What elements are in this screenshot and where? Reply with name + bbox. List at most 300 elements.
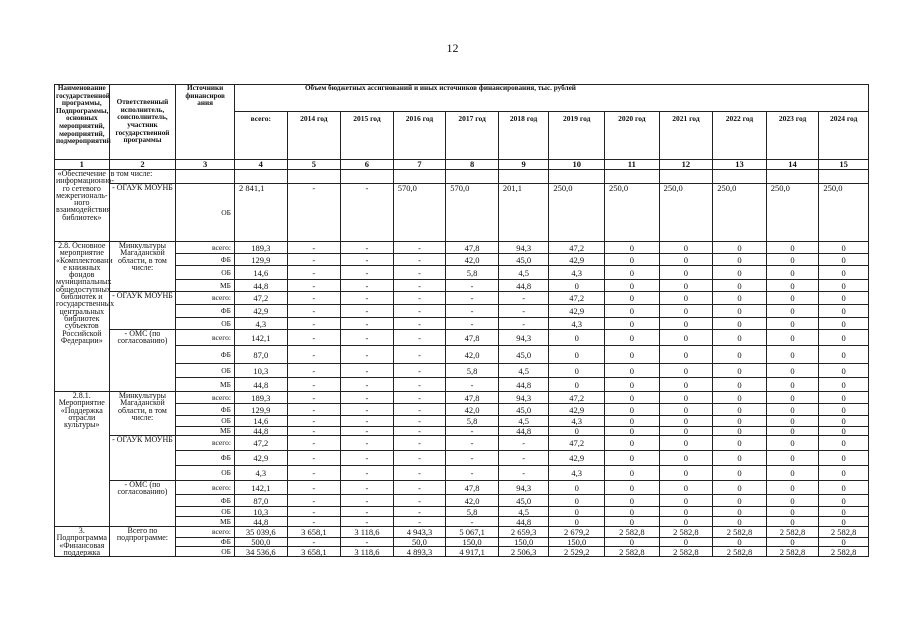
budget-value: -	[446, 466, 499, 481]
funding-source: ОБ	[176, 507, 235, 517]
budget-value: -	[393, 392, 446, 404]
table-row	[55, 280, 869, 292]
budget-value: 5 067,1	[446, 527, 499, 538]
budget-value: 0	[819, 292, 869, 305]
budget-value: 0	[713, 305, 767, 318]
budget-value: 10,3	[234, 507, 287, 517]
budget-value: 0	[766, 254, 819, 266]
budget-value: 0	[605, 451, 660, 466]
budget-value: 0	[659, 537, 713, 547]
budget-value: -	[287, 184, 341, 242]
column-number: 3	[176, 160, 235, 170]
budget-value: 250,0	[659, 184, 713, 242]
budget-value: -	[341, 318, 394, 330]
budget-value: 142,1	[234, 330, 287, 346]
table-row	[55, 547, 869, 557]
budget-value: -	[287, 392, 341, 404]
budget-table	[54, 84, 869, 557]
responsible-executor: - ОГАУК МОУНБ	[109, 292, 176, 330]
budget-value: 0	[713, 242, 767, 254]
budget-value: 0	[713, 266, 767, 280]
budget-value: -	[287, 507, 341, 517]
budget-value: -	[393, 280, 446, 292]
table-row	[55, 495, 869, 507]
budget-value: -	[341, 292, 394, 305]
budget-value: -	[287, 305, 341, 318]
budget-value: 44,8	[498, 280, 549, 292]
budget-value: -	[393, 404, 446, 416]
responsible-executor: - ОМС (по согласованию)	[109, 481, 176, 527]
funding-source: всего:	[176, 242, 235, 254]
budget-value: 0	[766, 292, 819, 305]
table-row	[55, 404, 869, 416]
budget-value: 201,1	[498, 184, 549, 242]
budget-value: 0	[605, 517, 660, 527]
budget-value: 0	[605, 378, 660, 392]
budget-value: 0	[713, 436, 767, 451]
budget-value: -	[393, 427, 446, 436]
budget-value: 0	[605, 292, 660, 305]
budget-value: 42,0	[446, 495, 499, 507]
budget-value: 2 506,3	[498, 547, 549, 557]
budget-value: -	[393, 254, 446, 266]
budget-value: -	[393, 242, 446, 254]
budget-value: 44,8	[498, 427, 549, 436]
budget-value: -	[341, 537, 394, 547]
budget-value: 0	[605, 507, 660, 517]
budget-value: 4,3	[549, 466, 605, 481]
budget-value: 0	[713, 427, 767, 436]
budget-value: 0	[766, 427, 819, 436]
budget-value: -	[287, 378, 341, 392]
budget-value: 250,0	[549, 184, 605, 242]
budget-value: -	[393, 318, 446, 330]
budget-value: 50,0	[393, 537, 446, 547]
budget-value: 570,0	[393, 184, 446, 242]
budget-value: 0	[605, 436, 660, 451]
budget-value: -	[287, 330, 341, 346]
table-row	[55, 184, 869, 242]
budget-value: 0	[605, 330, 660, 346]
budget-value: 0	[713, 466, 767, 481]
budget-value: 0	[766, 517, 819, 527]
program-name: 2.8. Основное мероприятие «Комплектовани е книжных фондов муниципальных общедоступных библиотек и государственных центральных библиотек субъектов Российской Федерации»	[55, 242, 110, 392]
budget-value: 0	[659, 416, 713, 427]
budget-value: 0	[549, 481, 605, 495]
budget-value: 0	[713, 292, 767, 305]
budget-value: 0	[659, 427, 713, 436]
budget-value: 44,8	[234, 427, 287, 436]
budget-value: 0	[659, 242, 713, 254]
budget-value: 0	[659, 280, 713, 292]
budget-value: -	[393, 330, 446, 346]
budget-value: 4,5	[498, 507, 549, 517]
budget-value: 0	[713, 280, 767, 292]
header-year: 2021 год	[659, 112, 713, 160]
funding-source: всего:	[176, 292, 235, 305]
budget-value: 2 529,2	[549, 547, 605, 557]
budget-value: -	[446, 436, 499, 451]
budget-value: 4,5	[498, 416, 549, 427]
budget-value: 0	[659, 481, 713, 495]
budget-value: 0	[819, 416, 869, 427]
budget-value: 0	[819, 242, 869, 254]
header-year: 2020 год	[605, 112, 660, 160]
budget-value: 0	[819, 280, 869, 292]
budget-value: 0	[549, 364, 605, 378]
funding-source: ОБ	[176, 184, 235, 242]
budget-value: 0	[605, 305, 660, 318]
budget-value: -	[287, 318, 341, 330]
budget-value: 2 582,8	[659, 547, 713, 557]
budget-value: -	[341, 436, 394, 451]
budget-value: 4,3	[234, 466, 287, 481]
budget-value: 0	[713, 378, 767, 392]
budget-value: 0	[605, 481, 660, 495]
budget-value: -	[287, 481, 341, 495]
budget-value: 45,0	[498, 495, 549, 507]
budget-value: 4 917,1	[446, 547, 499, 557]
budget-value: 47,8	[446, 330, 499, 346]
column-number: 14	[766, 160, 819, 170]
budget-value: 42,0	[446, 346, 499, 364]
table-row	[55, 318, 869, 330]
budget-value: -	[341, 242, 394, 254]
table-row	[55, 266, 869, 280]
responsible-executor: Минкультуры Магаданской области, в том числе:	[109, 242, 176, 292]
budget-value: 0	[766, 330, 819, 346]
empty-cell	[176, 170, 235, 184]
budget-value: -	[393, 495, 446, 507]
budget-value: 45,0	[498, 404, 549, 416]
budget-value: 0	[605, 266, 660, 280]
budget-value: 47,2	[549, 242, 605, 254]
budget-value: 0	[766, 318, 819, 330]
budget-value: -	[341, 378, 394, 392]
budget-value: 47,2	[234, 436, 287, 451]
funding-source: всего:	[176, 481, 235, 495]
budget-value: -	[287, 364, 341, 378]
budget-value: -	[341, 254, 394, 266]
budget-value: 2 659,3	[498, 527, 549, 538]
budget-value: -	[287, 466, 341, 481]
budget-value: 0	[819, 318, 869, 330]
column-number: 5	[287, 160, 341, 170]
budget-value: 0	[549, 427, 605, 436]
header-year: 2018 год	[498, 112, 549, 160]
table-row	[55, 427, 869, 436]
header-year: 2017 год	[446, 112, 499, 160]
empty-cell	[446, 170, 499, 184]
table-row	[55, 330, 869, 346]
program-name: 2.8.1. Мероприятие «Поддержка отрасли культуры»	[55, 392, 110, 527]
budget-value: 3 658,1	[287, 547, 341, 557]
budget-value: -	[287, 346, 341, 364]
budget-value: 189,3	[234, 392, 287, 404]
budget-value: -	[498, 466, 549, 481]
budget-value: 5,8	[446, 416, 499, 427]
budget-value: 0	[766, 364, 819, 378]
funding-source: всего:	[176, 436, 235, 451]
budget-value: 0	[819, 254, 869, 266]
budget-value: 0	[605, 254, 660, 266]
budget-value: 42,9	[549, 451, 605, 466]
funding-source: ОБ	[176, 266, 235, 280]
budget-value: -	[393, 507, 446, 517]
budget-value: 0	[659, 254, 713, 266]
budget-value: 47,2	[549, 436, 605, 451]
header-responsible: Ответственный исполнитель, соисполнитель, участник государственной программы	[109, 85, 176, 160]
column-number: 1	[55, 160, 110, 170]
empty-cell	[713, 170, 767, 184]
table-row	[55, 346, 869, 364]
budget-value: 94,3	[498, 481, 549, 495]
column-number: 2	[109, 160, 176, 170]
budget-value: -	[498, 436, 549, 451]
budget-value: 0	[766, 495, 819, 507]
budget-value: 189,3	[234, 242, 287, 254]
budget-value: 0	[819, 427, 869, 436]
budget-value: 0	[605, 280, 660, 292]
funding-source: МБ	[176, 378, 235, 392]
budget-value: 0	[713, 392, 767, 404]
table-row	[55, 507, 869, 517]
responsible-executor: - ОГАУК МОУНБ	[109, 436, 176, 481]
budget-value: 10,3	[234, 364, 287, 378]
budget-value: 250,0	[819, 184, 869, 242]
budget-value: 47,2	[549, 392, 605, 404]
program-name: «Обеспечение информационного сетевого межрегионального взаимодействия библиотек»	[55, 170, 110, 242]
budget-value: 0	[659, 451, 713, 466]
budget-value: 0	[766, 242, 819, 254]
budget-value: 87,0	[234, 346, 287, 364]
budget-value: 35 039,6	[234, 527, 287, 538]
table-row	[55, 527, 869, 538]
budget-value: 500,0	[234, 537, 287, 547]
funding-source: ФБ	[176, 537, 235, 547]
budget-value: -	[393, 305, 446, 318]
budget-value: 3 118,6	[341, 547, 394, 557]
funding-source: ФБ	[176, 346, 235, 364]
funding-source: ОБ	[176, 466, 235, 481]
budget-value: 4,3	[234, 318, 287, 330]
budget-value: 42,0	[446, 254, 499, 266]
budget-value: 0	[659, 517, 713, 527]
empty-cell	[549, 170, 605, 184]
funding-source: всего:	[176, 527, 235, 538]
budget-value: -	[287, 280, 341, 292]
budget-value: 0	[819, 517, 869, 527]
budget-value: 0	[659, 404, 713, 416]
budget-value: -	[498, 292, 549, 305]
budget-value: 0	[819, 481, 869, 495]
funding-source: ФБ	[176, 495, 235, 507]
budget-value: 44,8	[234, 378, 287, 392]
budget-value: 47,2	[234, 292, 287, 305]
empty-cell	[498, 170, 549, 184]
empty-cell	[393, 170, 446, 184]
budget-value: 0	[819, 451, 869, 466]
budget-value: 0	[713, 537, 767, 547]
header-year: 2014 год	[287, 112, 341, 160]
budget-value: 2 582,8	[713, 547, 767, 557]
budget-value: 0	[766, 416, 819, 427]
table-row	[55, 378, 869, 392]
budget-value: 0	[713, 364, 767, 378]
budget-value: 0	[766, 404, 819, 416]
budget-value: -	[341, 364, 394, 378]
budget-value: 0	[659, 495, 713, 507]
header-year: 2024 год	[819, 112, 869, 160]
budget-value: -	[446, 292, 499, 305]
funding-source: МБ	[176, 517, 235, 527]
funding-source: всего:	[176, 330, 235, 346]
budget-value: 47,8	[446, 481, 499, 495]
budget-value: 0	[659, 266, 713, 280]
budget-value: 94,3	[498, 242, 549, 254]
budget-value: -	[393, 481, 446, 495]
budget-value: 4,5	[498, 266, 549, 280]
budget-value: 150,0	[446, 537, 499, 547]
budget-value: 42,9	[234, 305, 287, 318]
header-year: 2019 год	[549, 112, 605, 160]
budget-value: -	[393, 292, 446, 305]
budget-value: -	[393, 416, 446, 427]
budget-value: 0	[659, 292, 713, 305]
budget-value: 14,6	[234, 416, 287, 427]
empty-cell	[819, 170, 869, 184]
budget-value: 2 582,8	[605, 527, 660, 538]
empty-cell	[341, 170, 394, 184]
budget-value: 47,8	[446, 392, 499, 404]
table-row	[55, 466, 869, 481]
budget-value: 3 118,6	[341, 527, 394, 538]
header-year: всего:	[234, 112, 287, 160]
budget-value: -	[287, 404, 341, 416]
budget-value: 0	[549, 517, 605, 527]
column-number: 12	[659, 160, 713, 170]
empty-cell	[287, 170, 341, 184]
budget-value: 0	[549, 280, 605, 292]
table-row	[55, 392, 869, 404]
budget-value: 0	[819, 404, 869, 416]
budget-value: 34 536,6	[234, 547, 287, 557]
budget-value: 4 893,3	[393, 547, 446, 557]
budget-value: 42,0	[446, 404, 499, 416]
budget-value: 0	[819, 392, 869, 404]
table-row	[55, 517, 869, 527]
budget-value: -	[498, 318, 549, 330]
budget-value: 250,0	[605, 184, 660, 242]
budget-value: -	[287, 427, 341, 436]
budget-value: -	[341, 495, 394, 507]
budget-value: -	[446, 451, 499, 466]
budget-value: 42,9	[549, 404, 605, 416]
budget-value: -	[341, 451, 394, 466]
budget-value: 250,0	[713, 184, 767, 242]
budget-value: 0	[605, 416, 660, 427]
budget-value: 2 582,8	[766, 547, 819, 557]
budget-value: -	[287, 242, 341, 254]
budget-value: 0	[605, 466, 660, 481]
budget-value: -	[287, 292, 341, 305]
budget-value: 4,3	[549, 416, 605, 427]
budget-value: 0	[819, 346, 869, 364]
budget-value: 45,0	[498, 346, 549, 364]
budget-value: 0	[766, 266, 819, 280]
table-row	[55, 481, 869, 495]
budget-value: 0	[605, 364, 660, 378]
table-row	[55, 537, 869, 547]
budget-value: 0	[659, 364, 713, 378]
budget-value: 0	[659, 330, 713, 346]
budget-value: -	[341, 466, 394, 481]
budget-value: 129,9	[234, 404, 287, 416]
budget-value: 45,0	[498, 254, 549, 266]
budget-value: 0	[713, 318, 767, 330]
column-number: 7	[393, 160, 446, 170]
budget-value: -	[341, 481, 394, 495]
budget-value: 2 582,8	[713, 527, 767, 538]
budget-value: 2 679,2	[549, 527, 605, 538]
budget-value: -	[446, 305, 499, 318]
budget-value: 44,8	[234, 517, 287, 527]
budget-value: -	[287, 254, 341, 266]
header-year: 2015 год	[341, 112, 394, 160]
budget-value: 4,3	[549, 318, 605, 330]
column-number: 10	[549, 160, 605, 170]
header-volume: Объем бюджетных ассигнований и иных источников финансирования, тыс. рублей	[234, 85, 868, 112]
budget-value: -	[446, 318, 499, 330]
budget-value: 0	[605, 495, 660, 507]
budget-value: -	[393, 466, 446, 481]
budget-value: 0	[819, 330, 869, 346]
table-row	[55, 305, 869, 318]
budget-value: 0	[549, 507, 605, 517]
empty-cell	[605, 170, 660, 184]
budget-value: 2 582,8	[659, 527, 713, 538]
column-number: 15	[819, 160, 869, 170]
table-row	[55, 242, 869, 254]
budget-value: 0	[659, 318, 713, 330]
budget-value: 0	[819, 436, 869, 451]
funding-source: ФБ	[176, 305, 235, 318]
budget-value: -	[287, 537, 341, 547]
budget-value: 2 582,8	[766, 527, 819, 538]
budget-value: 2 841,1	[234, 184, 287, 242]
page-number: 12	[446, 41, 459, 55]
budget-value: -	[393, 517, 446, 527]
budget-value: -	[341, 392, 394, 404]
budget-value: -	[446, 427, 499, 436]
budget-value: -	[287, 436, 341, 451]
budget-value: 0	[819, 466, 869, 481]
budget-value: 0	[713, 451, 767, 466]
budget-value: 0	[659, 305, 713, 318]
table-row	[55, 416, 869, 427]
budget-value: 4 943,3	[393, 527, 446, 538]
budget-value: -	[341, 280, 394, 292]
column-number: 9	[498, 160, 549, 170]
budget-value: 0	[659, 507, 713, 517]
budget-value: 0	[819, 507, 869, 517]
funding-source: ОБ	[176, 416, 235, 427]
table-row	[55, 254, 869, 266]
budget-value: 5,8	[446, 507, 499, 517]
budget-value: 94,3	[498, 330, 549, 346]
budget-value: 0	[766, 481, 819, 495]
budget-value: 42,9	[549, 254, 605, 266]
